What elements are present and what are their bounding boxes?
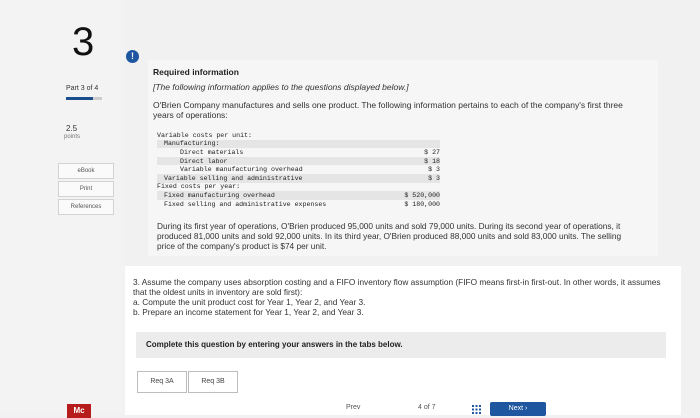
tab-req-3b[interactable]: Req 3B — [188, 371, 238, 393]
question-text — [133, 277, 673, 317]
production-text: During its first year of operations, O'Brien produced 95,000 units and sold 79,000 units. During its second year of operations, it produced 81,000 units and sold 92,000 units. In its third year, O'Brien produced 88,000 units and sold 83,000 units. The selling price of the company's product is $74 per unit. — [157, 221, 622, 251]
part-progress-fill — [66, 97, 93, 100]
cost-value: $ 520,000 — [404, 191, 440, 199]
alert-icon: ! — [126, 50, 139, 63]
cost-value: $ 3 — [428, 166, 440, 174]
references-link[interactable]: References — [58, 199, 114, 215]
cost-row — [157, 165, 440, 174]
cost-label: Direct labor — [180, 157, 228, 165]
grid-icon[interactable] — [472, 405, 481, 414]
ebook-link[interactable]: eBook — [58, 163, 114, 179]
page-indicator: 4 of 7 — [418, 404, 436, 411]
question-line: a. Compute the unit product cost for Year 1, Year 2, and Year 3. — [133, 297, 366, 307]
required-info-intro: O'Brien Company manufactures and sells one product. The following information pertains to each of the company's first three years of operations: — [153, 100, 623, 120]
cost-label: Fixed costs per year: — [157, 183, 241, 191]
question-line: 3. Assume the company uses absorption costing and a FIFO inventory flow assumption (FIFO means first-in first-out. In other words, it assumes that the oldest units in inventory are sold first): — [133, 277, 661, 297]
cost-row — [157, 140, 440, 149]
cost-row — [157, 157, 440, 166]
cost-row — [157, 131, 440, 140]
part-label: Part 3 of 4 — [66, 85, 99, 92]
cost-label: Manufacturing: — [164, 140, 220, 148]
cost-value: $ 180,000 — [404, 200, 440, 208]
cost-value: $ 27 — [424, 148, 440, 156]
required-info-note: [The following information applies to the questions displayed below.] — [153, 82, 409, 92]
points-value: 2.5 — [66, 124, 78, 133]
cost-label: Fixed selling and administrative expenses — [164, 200, 327, 208]
part-number: 3 — [72, 20, 95, 64]
cost-value — [368, 140, 440, 149]
part-progress-bar — [66, 97, 102, 100]
cost-row — [157, 191, 440, 200]
points-label: points — [64, 134, 81, 140]
cost-row — [157, 200, 440, 209]
cost-label: Variable costs per unit: — [157, 131, 252, 139]
tab-req-3a[interactable]: Req 3A — [137, 371, 187, 393]
complete-instruction: Complete this question by entering your answers in the tabs below. — [136, 332, 666, 358]
cost-table — [157, 131, 440, 208]
question-line: b. Prepare an income statement for Year 1, Year 2, and Year 3. — [133, 307, 364, 317]
cost-value — [368, 183, 440, 192]
print-link[interactable]: Print — [58, 181, 114, 197]
cost-value — [368, 131, 440, 140]
cost-value: $ 18 — [424, 157, 440, 165]
cost-value: $ 3 — [428, 174, 440, 182]
required-info-title: Required information — [153, 67, 239, 77]
next-button[interactable]: Next › — [490, 402, 546, 416]
cost-label: Direct materials — [180, 148, 244, 156]
cost-label: Fixed manufacturing overhead — [164, 191, 275, 199]
next-label: Next — [508, 405, 524, 412]
left-panel — [0, 0, 124, 415]
cost-label: Variable manufacturing overhead — [180, 166, 303, 174]
mcgraw-hill-logo: Mc — [67, 404, 91, 418]
cost-row — [157, 148, 440, 157]
cost-row — [157, 174, 440, 183]
cost-row — [157, 183, 440, 192]
prev-button[interactable]: Prev — [346, 404, 361, 411]
cost-label: Variable selling and administrative — [164, 174, 303, 182]
